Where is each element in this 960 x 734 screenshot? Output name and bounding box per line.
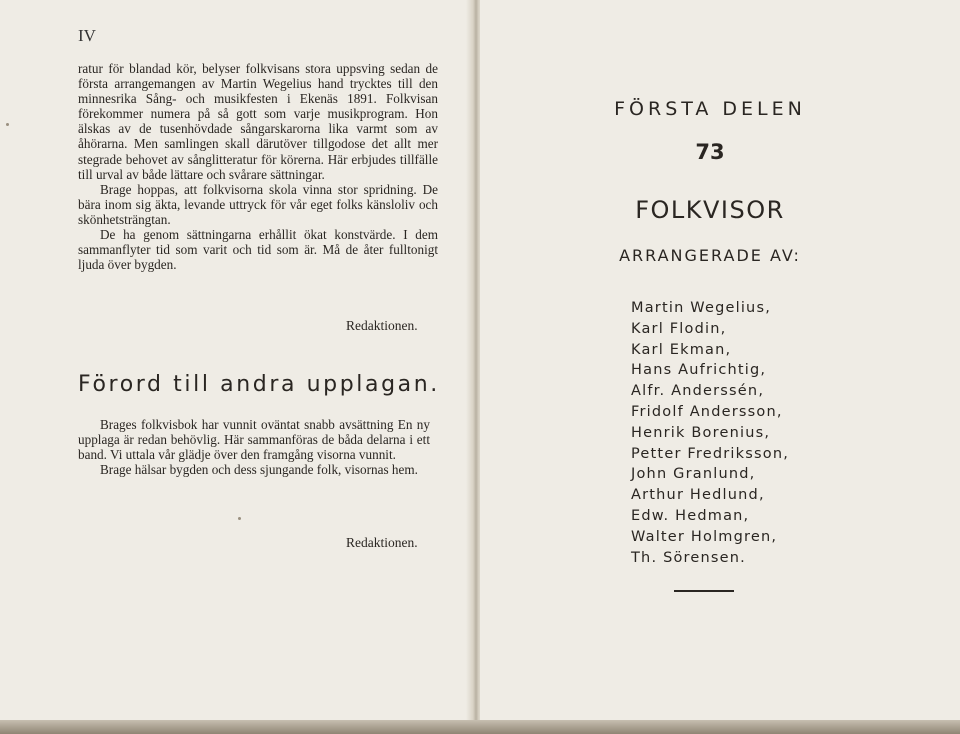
foreword-body <box>78 61 438 272</box>
signature-editorial-preface: Redaktionen. <box>346 535 418 550</box>
arranger-name: Petter Fredriksson, <box>631 445 790 462</box>
arranger-name: John Granlund, <box>631 466 756 483</box>
book-title: FOLKVISOR <box>635 196 785 224</box>
arranger-name: Karl Flodin, <box>631 320 727 337</box>
foreword-paragraph: De ha genom sättningarna erhållit ökat konstvärde. I dem sammanflyter tid som varit och tid som är. Må de åter fulltonigt ljuda över bygden. <box>78 227 438 273</box>
preface-paragraph: Brage hälsar bygden och dess sjungande folk, visornas hem. <box>100 462 418 478</box>
arranger-name: Alfr. Anderssén, <box>631 383 765 400</box>
foreword-paragraph: Brage hoppas, att folkvisorna skola vinna stor spridning. De bära inom sig äkta, levande uttryck för vår eget folks känsloliv och skönhetsträngtan. <box>78 181 438 227</box>
arranger-list <box>631 298 789 568</box>
arranger-name: Hans Aufrichtig, <box>631 362 767 379</box>
paper-speck <box>238 517 241 520</box>
arranged-by-heading: ARRANGERADE AV: <box>619 246 801 265</box>
song-count: 73 <box>695 140 725 164</box>
arranger-name: Arthur Hedlund, <box>631 487 765 504</box>
arranger-name: Th. Sörensen. <box>631 549 746 566</box>
preface-body <box>78 417 430 477</box>
arranger-name: Karl Ekman, <box>631 341 732 358</box>
preface-heading: Förord till andra upplagan. <box>78 372 440 397</box>
decorative-rule <box>674 590 734 592</box>
part-title: FÖRSTA DELEN <box>614 98 806 120</box>
arranger-name: Edw. Hedman, <box>631 507 750 524</box>
preface-paragraph: Brages folkvisbok har vunnit oväntat snabb avsättning En ny upplaga är redan behövlig. Här sammanföras de båda delarna i ett band. Vi uttala vår glädje över den framgång visorna vunnit. <box>78 417 430 463</box>
arranger-name: Martin Wegelius, <box>631 300 772 316</box>
left-page <box>0 0 474 720</box>
arranger-name: Henrik Borenius, <box>631 424 771 441</box>
signature-editorial: Redaktionen. <box>346 318 418 333</box>
arranger-name: Walter Holmgren, <box>631 528 778 545</box>
paper-speck <box>6 123 9 126</box>
foreword-paragraph: ratur för blandad kör, belyser folkvisans stora uppsving sedan de första arrangemangen av Martin Wegelius hand trycktes till den minnesrika Sång- och musikfesten i Ekenäs 1891. Folkvisan förekommer numera på så gott som varje musikprogram. Hon älskas av de tusenhövdade sångarskarorna lika varmt som av åhörarna. Men samlingen skall därutöver tillgodose det allt mer stegrade behovet av sånglitteratur för körerna. Här erbjudes tillfälle till urval av både lättare och svårare sättningar. <box>78 61 438 182</box>
book-binding-edge <box>0 720 960 734</box>
page-number: IV <box>78 26 96 45</box>
arranger-name: Fridolf Andersson, <box>631 403 783 420</box>
